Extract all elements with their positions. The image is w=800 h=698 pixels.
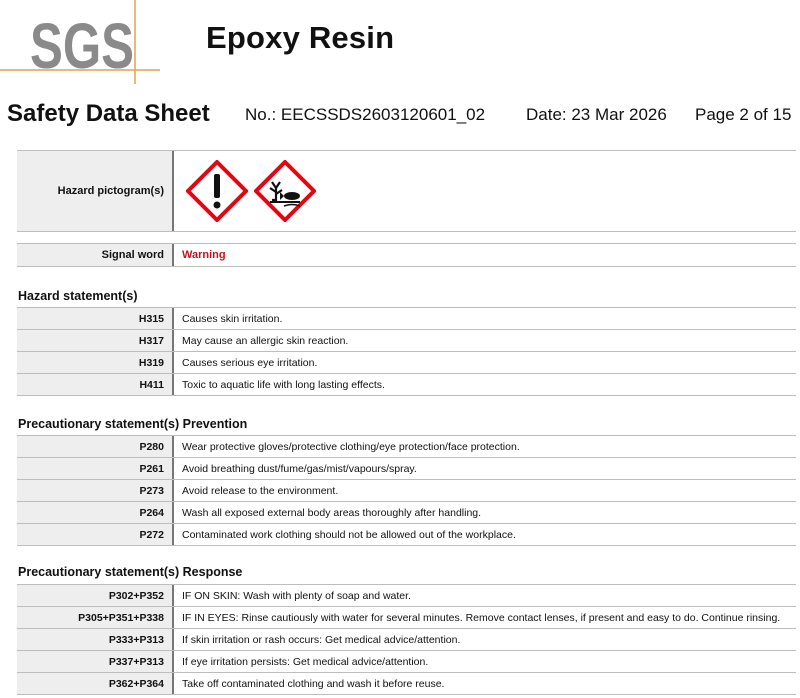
statement-text: Causes skin irritation. [172,308,796,329]
statement-text: Contaminated work clothing should not be allowed out of the workplace. [172,524,796,545]
table-row [17,352,796,374]
sgs-logo [0,0,160,84]
statement-code: P261 [17,458,172,479]
pictogram-label: Hazard pictogram(s) [17,151,172,231]
pictogram-list [172,151,796,231]
environment-hazard-icon [254,160,316,222]
table-row [17,607,796,629]
statement-code: H315 [17,308,172,329]
statement-text: Toxic to aquatic life with long lasting effects. [172,374,796,395]
table-row [17,673,796,695]
table-row [17,330,796,352]
statement-text: Take off contaminated clothing and wash it before reuse. [172,673,796,694]
hazard-statements-table [17,307,796,396]
response-statements-title: Precautionary statement(s) Response [18,565,243,579]
signal-word-label: Signal word [17,244,172,266]
table-row [17,480,796,502]
statement-text: Causes serious eye irritation. [172,352,796,373]
statement-text: May cause an allergic skin reaction. [172,330,796,351]
product-name: Epoxy Resin [206,20,395,55]
table-row [17,436,796,458]
prevention-statements-title: Precautionary statement(s) Prevention [18,417,248,431]
statement-text: Wear protective gloves/protective clothing/eye protection/face protection. [172,436,796,457]
prevention-statements-table [17,435,796,546]
exclamation-mark-icon [186,160,248,222]
table-row [17,458,796,480]
table-row [17,629,796,651]
table-row [17,374,796,396]
table-row [17,308,796,330]
signal-word-cell [172,244,796,266]
statement-code: P302+P352 [17,585,172,606]
statement-code: H411 [17,374,172,395]
statement-code: P337+P313 [17,651,172,672]
table-row [17,585,796,607]
table-row [17,502,796,524]
signal-word-section [17,243,796,267]
sgs-logo-text: SGS [30,10,134,82]
statement-text: Avoid breathing dust/fume/gas/mist/vapours/spray. [172,458,796,479]
document-header [0,99,800,131]
table-row [17,651,796,673]
pictogram-section [17,150,796,232]
statement-code: P333+P313 [17,629,172,650]
statement-text: Avoid release to the environment. [172,480,796,501]
response-statements-table [17,584,796,695]
statement-code: P264 [17,502,172,523]
statement-code: H319 [17,352,172,373]
statement-code: H317 [17,330,172,351]
statement-text: IF IN EYES: Rinse cautiously with water for several minutes. Remove contact lenses, if present and easy to do. Continue rinsing. [172,607,796,628]
statement-text: Wash all exposed external body areas thoroughly after handling. [172,502,796,523]
table-row [17,524,796,546]
statement-code: P280 [17,436,172,457]
page-indicator: Page 2 of 15 [695,105,792,124]
hazard-statements-title: Hazard statement(s) [18,289,138,303]
statement-text: IF ON SKIN: Wash with plenty of soap and water. [172,585,796,606]
statement-code: P272 [17,524,172,545]
document-number: No.: EECSSDS2603120601_02 [245,105,486,124]
document-date: Date: 23 Mar 2026 [526,105,667,124]
document-title: Safety Data Sheet [7,100,210,127]
statement-code: P305+P351+P338 [17,607,172,628]
statement-code: P362+P364 [17,673,172,694]
statement-code: P273 [17,480,172,501]
statement-text: If skin irritation or rash occurs: Get medical advice/attention. [172,629,796,650]
signal-word-value: Warning [182,249,226,261]
statement-text: If eye irritation persists: Get medical advice/attention. [172,651,796,672]
